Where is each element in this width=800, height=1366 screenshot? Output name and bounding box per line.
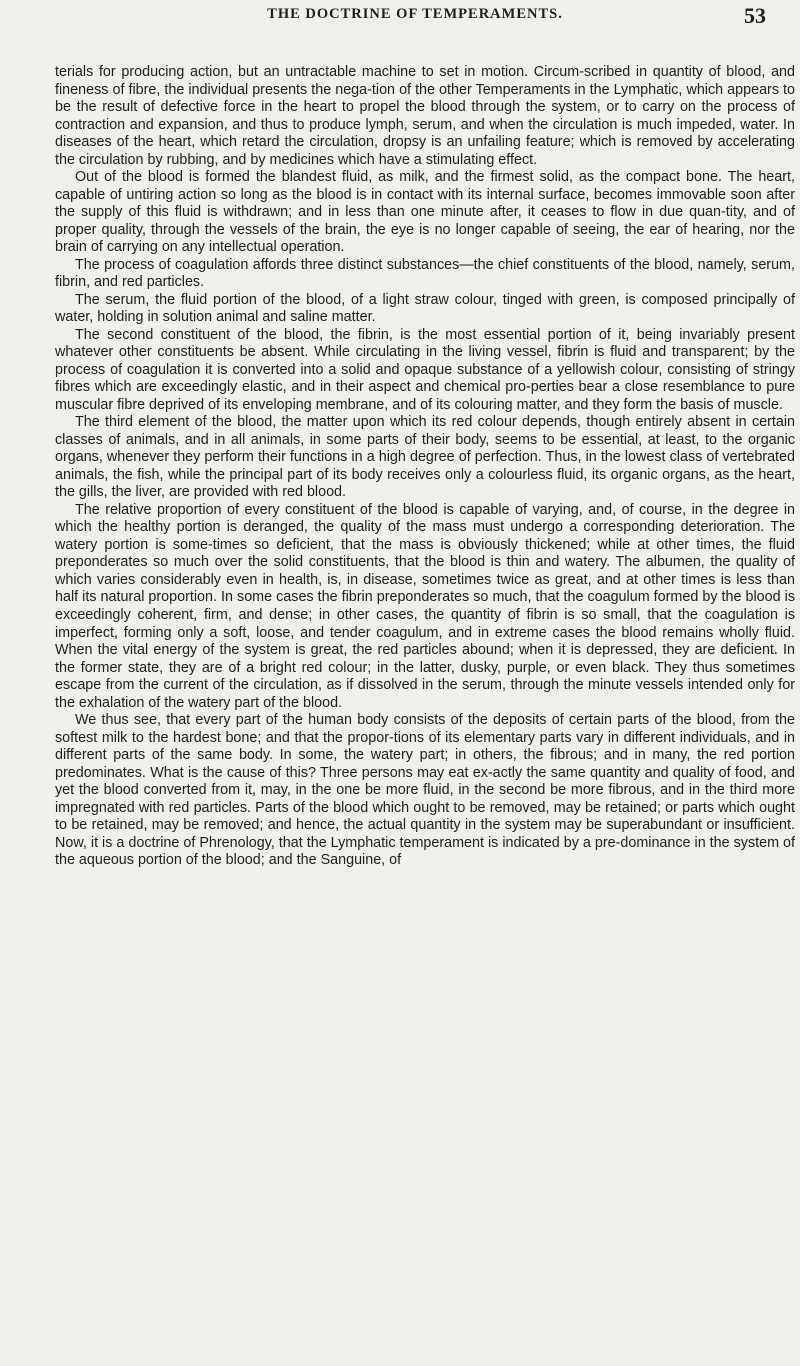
page-number: 53 (744, 3, 766, 28)
paragraph-relative-proportion: The relative proportion of every constituent of the blood is capable of varying, and, of course, in the degree in which the healthy portion is deranged, the quality of the mass must undergo a corresponding deterioration. The watery portion is some-times so deficient, that the mass is obviously thickened; while at other times, the fluid preponderates so much over the solid constituents, that the blood is thin and watery. The albumen, the quality of which varies considerably even in health, is, in disease, sometimes twice as great, and at other times is less than half its natural proportion. In some cases the fibrin preponderates so much, that the coagulum formed by the blood is exceedingly coherent, firm, and dense; in other cases, the quantity of fibrin is so small, that the coagulation is imperfect, forming only a soft, loose, and tender coagulum, and in extreme cases the blood remains wholly fluid. When the vital energy of the system is great, the red particles abound; when it is depressed, they are deficient. In the former state, they are of a bright red colour; in the latter, dusky, purple, or even black. They thus sometimes escape from the current of the circulation, as if dissolved in the serum, through the minute vessels intended only for the exhalation of the watery part of the blood. (55, 501, 795, 711)
paragraph-deposits: We thus see, that every part of the human body consists of the deposits of certain parts of the blood, from the softest milk to the hardest bone; and that the propor-tions of its elementary parts vary in different individuals, and in different parts of the same body. In some, the watery part; in others, the fibrous; and in many, the red portion predominates. What is the cause of this? Three persons may eat ex-actly the same quantity and quality of food, and yet the blood converted from it, may, in the one be more fluid, in the second be more fibrous, and in the third more impregnated with red particles. Parts of the blood which ought to be removed, may be retained; or parts which ought to be retained, may be removed; and hence, the actual quantity in the system may be superabundant or insufficient. Now, it is a doctrine of Phrenology, that the Lymphatic temperament is indicated by a pre-dominance in the system of the aqueous portion of the blood; and the Sanguine, of (55, 712, 795, 869)
paragraph-serum: The serum, the fluid portion of the blood, of a light straw colour, tinged with green, is composed principally of water, holding in solution animal and saline matter. (55, 291, 795, 326)
paragraph-continuation: terials for producing action, but an untractable machine to set in motion. Circum-scribed in quantity of blood, and fineness of fibre, the individual presents the nega-tion of the other Temperaments in the Lymphatic, which appears to be the result of defective force in the heart to propel the blood through the system, or to carry on the process of contraction and expansion, and thus to produce lymph, serum, and when the circulation is much impeded, water. In diseases of the heart, which retard the circulation, dropsy is an unfailing feature; which is removed by accelerating the circulation by rubbing, and by medicines which have a stimulating effect. (55, 64, 795, 168)
paragraph-coagulation: The process of coagulation affords three distinct substances—the chief constituents of the blood, namely, serum, fibrin, and red particles. (55, 256, 795, 291)
body-text (55, 64, 795, 870)
paragraph-fibrin: The second constituent of the blood, the fibrin, is the most essential portion of it, being invariably present whatever other constituents be absent. While circulating in the living vessel, fibrin is fluid and transparent; by the process of coagulation it is converted into a solid and opaque substance of a yellowish colour, consisting of stringy fibres which are exceedingly elastic, and in their aspect and chemical pro-perties bear a close resemblance to pure muscular fibre deprived of its enveloping membrane, and of its colouring matter, and they form the basis of muscle. (55, 326, 795, 413)
running-head (60, 3, 770, 31)
paragraph-red-particles: The third element of the blood, the matter upon which its red colour depends, though entirely absent in certain classes of animals, and in all animals, in some parts of their body, seems to be essential, at least, to the organic organs, whenever they perform their functions in a high degree of perfection. Thus, in the lowest class of vertebrated animals, the fish, while the principal part of its body receives only a colourless fluid, its organic organs, as the heart, the gills, the liver, are provided with red blood. (55, 414, 795, 501)
paragraph-blood-formation: Out of the blood is formed the blandest fluid, as milk, and the firmest solid, as the compact bone. The heart, capable of untiring action so long as the blood is in contact with its internal surface, becomes immovable soon after the supply of this fluid is withdrawn; and in less than one minute after, it ceases to flow in due quan-tity, and of proper quality, through the vessels of the brain, the eye is no longer capable of seeing, the ear of hearing, nor the brain of carrying on any intellectual operation. (55, 169, 795, 256)
running-title: THE DOCTRINE OF TEMPERAMENTS. (267, 6, 563, 22)
